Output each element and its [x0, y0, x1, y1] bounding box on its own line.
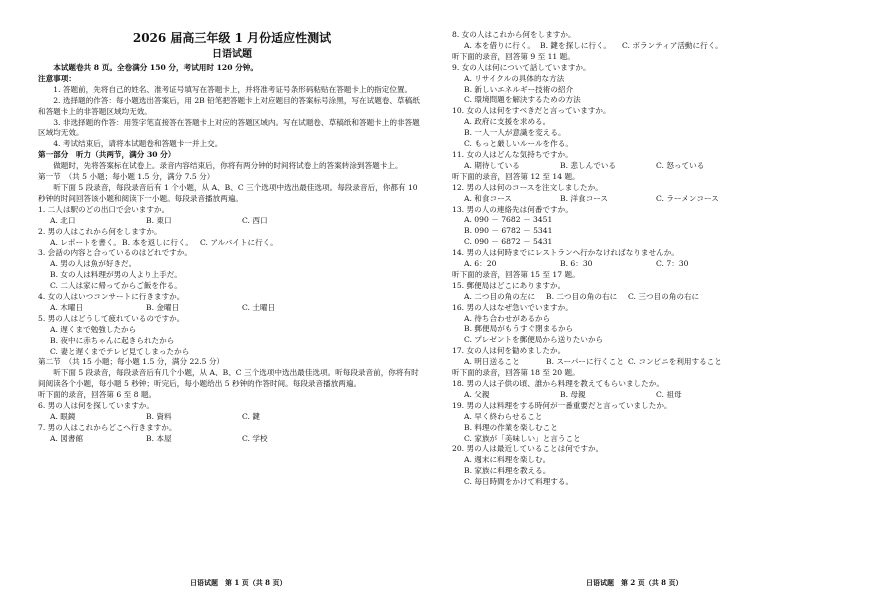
notice-item: 4. 考试结束后，请将本试题卷和答题卡一并上交。: [53, 139, 223, 149]
option-c: C. もっと厳しいルールを作る。: [464, 139, 573, 149]
question-16: 16. 男の人はなぜ急いでいますか。: [452, 302, 573, 312]
question-4: 4. 女の人はいつコンサートに行きますか。: [38, 292, 185, 302]
option-a: A. 待ち合わせがあるから: [464, 313, 551, 323]
page-footer-2: 日语试题 第 2 页（共 8 页）: [586, 578, 683, 587]
option-a: A. 早く終わらせること: [464, 411, 543, 421]
option-b: B. 本屋: [146, 433, 172, 443]
option-b: B. 一人一人が意識を変える。: [464, 128, 566, 138]
option-b: B. 料理の作業を楽しむこと: [464, 422, 558, 432]
listen-instruction: 听下面的录音，回答第 6 至 8 题。: [38, 390, 157, 400]
question-15: 15. 郵便局はどこにありますか。: [452, 280, 566, 290]
question-3: 3. 会話の内容と合っているのはどれですか。: [38, 248, 192, 258]
question-13: 13. 男の人の連絡先は何番ですか。: [452, 204, 573, 214]
question-8: 8. 女の人はこれから何をしますか。: [452, 30, 576, 39]
notice-item: 1. 答题前，先将自己的姓名、准考证号填写在答题卡上，并将准考证号条形码粘贴在答题卡上的指定位置。: [53, 84, 413, 94]
question-12: 12. 男の人は何のコースを注文しましたか。: [452, 182, 603, 192]
option-c: C. プレゼントを郵便局から送りたいから: [464, 335, 604, 345]
listen-instruction: 听下面的录音，回答第 18 至 20 题。: [452, 368, 580, 378]
option-a: A. 明日送ること: [464, 357, 520, 367]
option-b: B. 鍵を探しに行く。: [540, 40, 612, 50]
option-c: C. 090 － 6872 － 5431: [464, 237, 553, 247]
option-a: A. 遅くまで勉強したから: [50, 324, 137, 334]
options-17: [452, 357, 844, 368]
option-b: B. 夜中に赤ちゃんに起きられたから: [50, 335, 175, 345]
option-c: C. 7：30: [656, 259, 689, 269]
option-b: B. 6：30: [560, 259, 593, 269]
option-c: C. 二人は家に帰ってからご飯を作る。: [50, 281, 182, 291]
section-heading: 第二节 （共 15 小题；每小题 1.5 分，满分 22.5 分）: [38, 357, 225, 367]
option-c: C. 西口: [242, 215, 268, 225]
option-c: C. 怒っている: [656, 160, 705, 170]
option-a: A. 6：20: [464, 259, 497, 269]
question-17: 17. 女の人は何を勧めましたか。: [452, 346, 566, 356]
options-4: [38, 303, 426, 314]
page-footer-1: 日语试题 第 1 页（共 8 页）: [190, 578, 287, 587]
option-a: A. 北口: [50, 215, 76, 225]
option-c: C. 鍵: [242, 412, 260, 421]
option-b: B. 金曜日: [146, 302, 180, 312]
option-a: A. リサイクルの具体的な方法: [464, 73, 565, 83]
option-b: B. 洋食コース: [560, 193, 608, 203]
option-a: A. 期待している: [464, 160, 520, 170]
option-b: B. 090 － 6782 － 5341: [464, 226, 553, 236]
part-intro: 做题时，先将答案标在试卷上。录音内容结束后，你将有两分钟的时间将试卷上的答案转涂到答题卡上。: [53, 161, 403, 171]
question-6: 6. 男の人は何を探していますか。: [38, 401, 154, 411]
options-6: [38, 412, 426, 423]
option-c: C. 毎日時間をかけて料理する。: [464, 477, 574, 487]
option-a: A. 木曜日: [50, 302, 84, 312]
option-b: B. 悲しんでいる: [560, 160, 616, 170]
notice-item: 3. 非选择题的作答：用签字笔直接答在答题卡上对应的答题区域内。写在试题卷、草稿纸和答题卡上的非答题区域均无效。: [38, 117, 420, 138]
option-a: A. 父親: [464, 389, 490, 399]
options-14: [452, 259, 844, 270]
options-11: [452, 161, 844, 172]
option-b: B. 郵便局がもうすぐ閉まるから: [464, 324, 574, 334]
notice-item: 2. 选择题的作答：每小题选出答案后，用 2B 铅笔把答题卡上对应题目的答案标号涂黑，写在试题卷、草稿纸和答题卡上的非答题区域均无效。: [38, 95, 420, 116]
options-1: [38, 216, 426, 227]
exam-title: 2026 届高三年级 1 月份适应性测试: [132, 31, 332, 45]
option-a: A. 和食コース: [464, 193, 512, 203]
section-intro: 听下面 5 段录音，每段录音后有几个小题，从 A、B、C 三个选项中选出最佳选项。听每段录音前，你将有时间阅读各个小题，每小题 5 秒钟；听完后，每小题给出 5 秒钟的作答时间。每段录音播放两遍。: [38, 368, 419, 389]
options-2: [38, 238, 426, 249]
question-14: 14. 男の人は何時までにレストランへ行かなければなりませんか。: [452, 248, 679, 258]
option-c: C. 妻と遅くまでテレビ見てしまったから: [50, 346, 190, 356]
option-b: B. 二つ目の角の右に: [546, 291, 618, 301]
option-a: A. 政府に支援を求める。: [464, 117, 551, 127]
page-2-column: [452, 30, 844, 488]
option-c: C. ボランティア活動に行く。: [622, 40, 723, 50]
listen-instruction: 听下面的录音，回答第 15 至 17 题。: [452, 269, 580, 279]
question-5: 5. 男の人はどうして疲れているのですか。: [38, 313, 185, 323]
question-19: 19. 男の人は料理をする時何が一番重要だと言っていましたか。: [452, 400, 672, 410]
question-20: 20. 男の人は最近していることは何ですか。: [452, 444, 604, 454]
options-8: [452, 41, 844, 52]
options-7: [38, 434, 426, 445]
option-b: B. スーパーに行くこと: [546, 357, 624, 367]
option-b: B. 本を返しに行く。: [122, 237, 194, 247]
option-a: A. 週末に料理を楽しむ。: [464, 455, 551, 465]
option-a: A. 本を借りに行く。: [464, 40, 535, 50]
question-2: 2. 男の人はこれから何をしますか。: [38, 226, 162, 236]
option-c: C. 三つ目の角の右に: [628, 291, 700, 301]
question-10: 10. 女の人は何をすべきだと言っていますか。: [452, 106, 611, 116]
question-7: 7. 男の人はこれからどこへ行きますか。: [38, 422, 177, 432]
option-b: B. 新しいエネルギー技術の紹介: [464, 84, 574, 94]
option-b: B. 母親: [560, 389, 586, 399]
option-c: C. 環境問題を解決するための方法: [464, 95, 581, 105]
exam-info: 本试题卷共 8 页。全卷满分 150 分，考试用时 120 分钟。: [53, 63, 258, 72]
question-9: 9. 女の人は何について話していますか。: [452, 62, 591, 72]
page-1-column: [38, 30, 426, 445]
option-c: C. 土曜日: [242, 302, 276, 312]
options-15: [452, 292, 844, 303]
section-heading: 第一节 （共 5 小题；每小题 1.5 分，满分 7.5 分）: [38, 172, 215, 182]
option-a: A. 眼鏡: [50, 412, 76, 421]
option-c: C. コンビニを利用すること: [628, 357, 722, 367]
option-b: B. 女の人は料理が男の人より上手だ。: [50, 270, 182, 280]
part-heading: 第一部分 听力（共两节，满分 30 分）: [38, 150, 176, 160]
exam-subject: 日语试题: [212, 49, 252, 60]
listen-instruction: 听下面的录音，回答第 9 至 11 题。: [452, 51, 575, 61]
option-c: C. 祖母: [656, 389, 682, 399]
option-c: C. ラーメンコース: [656, 193, 719, 203]
option-a: A. 男の人は魚が好きだ。: [50, 259, 137, 269]
listen-instruction: 听下面的录音，回答第 12 至 14 题。: [452, 171, 580, 181]
option-c: C. 家族が「美味しい」と言うこと: [464, 433, 581, 443]
section-intro: 听下面 5 段录音，每段录音后有 1 个小题，从 A、B、C 三个选项中选出最佳选项。每段录音后，你都有 10 秒钟的时间回答该小题和阅读下一小题。每段录音播放两遍。: [38, 182, 418, 203]
option-a: A. 二つ目の角の左に: [464, 291, 536, 301]
question-1: 1. 二人は駅のどの出口で会いますか。: [38, 204, 170, 214]
option-b: B. 東口: [146, 215, 172, 225]
option-a: A. 図書館: [50, 433, 84, 443]
options-12: [452, 194, 844, 205]
question-18: 18. 男の人は子供の頃、誰から料理を教えてもらいましたか。: [452, 379, 664, 388]
options-18: [452, 390, 844, 401]
notice-heading: 注意事项：: [38, 73, 76, 83]
question-11: 11. 女の人はどんな気持ちですか。: [452, 149, 573, 159]
option-c: C. 学校: [242, 433, 268, 443]
option-a: A. 090 － 7682 － 3451: [464, 215, 553, 225]
option-c: C. アルバイトに行く。: [200, 237, 278, 247]
option-b: B. 資料: [146, 412, 172, 421]
option-b: B. 家族に料理を教える。: [464, 466, 551, 476]
option-a: A. レポートを書く。: [50, 237, 121, 247]
